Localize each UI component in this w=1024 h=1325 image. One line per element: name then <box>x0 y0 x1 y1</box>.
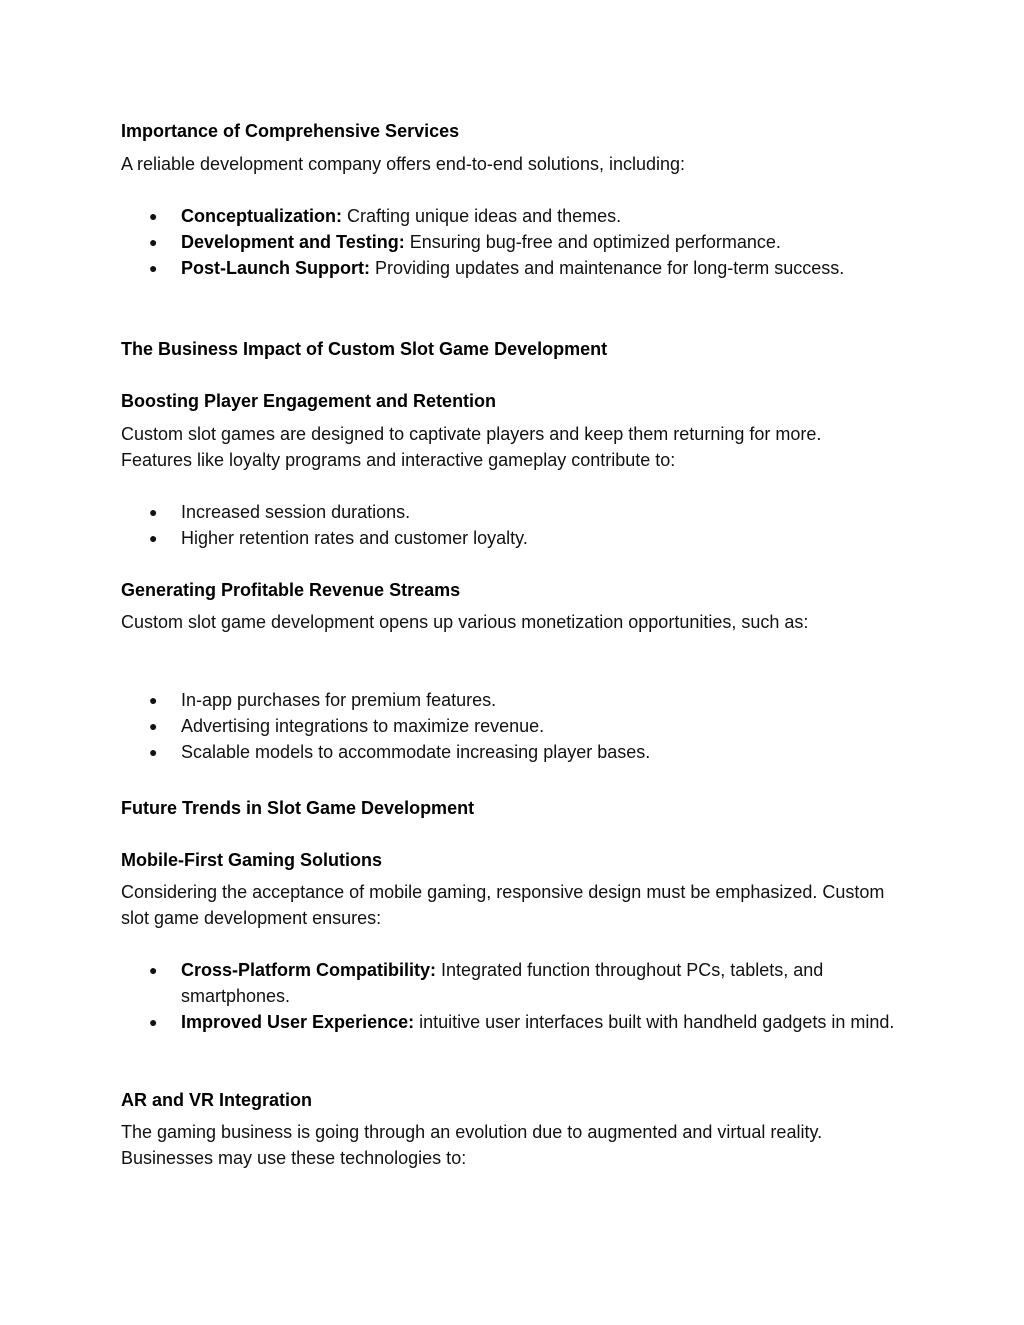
list-item <box>121 525 896 551</box>
list-item <box>121 499 896 525</box>
list-mobile-first <box>121 957 896 1035</box>
list-item <box>121 957 896 1009</box>
heading-player-engagement: Boosting Player Engagement and Retention <box>121 391 497 411</box>
list-item-text: Providing updates and maintenance for long-term success. <box>369 258 845 278</box>
list-item-term: Improved User Experience: <box>181 1012 415 1032</box>
list-item <box>121 203 896 229</box>
list-item-text: Advertising integrations to maximize revenue. <box>181 716 545 736</box>
list-item-text: In-app purchases for premium features. <box>181 690 497 710</box>
intro-revenue-streams: Custom slot game development opens up various monetization opportunities, such as: <box>121 612 809 632</box>
bullet-icon: ● <box>149 718 158 734</box>
list-item <box>121 229 896 255</box>
heading-revenue-streams: Generating Profitable Revenue Streams <box>121 580 461 600</box>
list-item-term: Conceptualization: <box>181 206 342 226</box>
heading-comprehensive-services: Importance of Comprehensive Services <box>121 121 460 141</box>
bullet-icon: ● <box>149 208 158 224</box>
bullet-icon: ● <box>149 962 158 978</box>
list-revenue-streams <box>121 687 896 765</box>
list-item-term: Post-Launch Support: <box>181 258 370 278</box>
list-comprehensive-services <box>121 203 896 281</box>
list-item-text: Ensuring bug-free and optimized performance. <box>404 232 781 252</box>
heading-future-trends: Future Trends in Slot Game Development <box>121 798 475 818</box>
list-item-text: intuitive user interfaces built with handheld gadgets in mind. <box>414 1012 895 1032</box>
list-item-text: Increased session durations. <box>181 502 411 522</box>
list-item-text: Integrated function throughout PCs, tablets, and smartphones. <box>181 960 824 1006</box>
list-item-text: Scalable models to accommodate increasing player bases. <box>181 742 651 762</box>
bullet-icon: ● <box>149 504 158 520</box>
bullet-icon: ● <box>149 260 158 276</box>
intro-ar-vr: The gaming business is going through an evolution due to augmented and virtual reality. Businesses may use these technologies to: <box>121 1122 823 1168</box>
intro-mobile-first: Considering the acceptance of mobile gaming, responsive design must be emphasized. Custom slot game development ensures: <box>121 882 885 928</box>
list-item <box>121 687 896 713</box>
list-item <box>121 739 896 765</box>
intro-comprehensive-services: A reliable development company offers end-to-end solutions, including: <box>121 154 686 174</box>
bullet-icon: ● <box>149 530 158 546</box>
list-item-text: Higher retention rates and customer loyalty. <box>181 528 528 548</box>
heading-ar-vr: AR and VR Integration <box>121 1090 313 1110</box>
heading-business-impact: The Business Impact of Custom Slot Game Development <box>121 339 608 359</box>
list-item-text: Crafting unique ideas and themes. <box>342 206 622 226</box>
bullet-icon: ● <box>149 692 158 708</box>
list-player-engagement <box>121 499 896 551</box>
list-item <box>121 713 896 739</box>
list-item <box>121 1009 896 1035</box>
intro-player-engagement: Custom slot games are designed to captivate players and keep them returning for more. Features like loyalty programs and interactive gameplay contribute to: <box>121 424 822 470</box>
list-item <box>121 255 896 281</box>
bullet-icon: ● <box>149 744 158 760</box>
bullet-icon: ● <box>149 1014 158 1030</box>
list-item-term: Cross-Platform Compatibility: <box>181 960 437 980</box>
list-item-term: Development and Testing: <box>181 232 405 252</box>
bullet-icon: ● <box>149 234 158 250</box>
heading-mobile-first: Mobile-First Gaming Solutions <box>121 850 382 870</box>
